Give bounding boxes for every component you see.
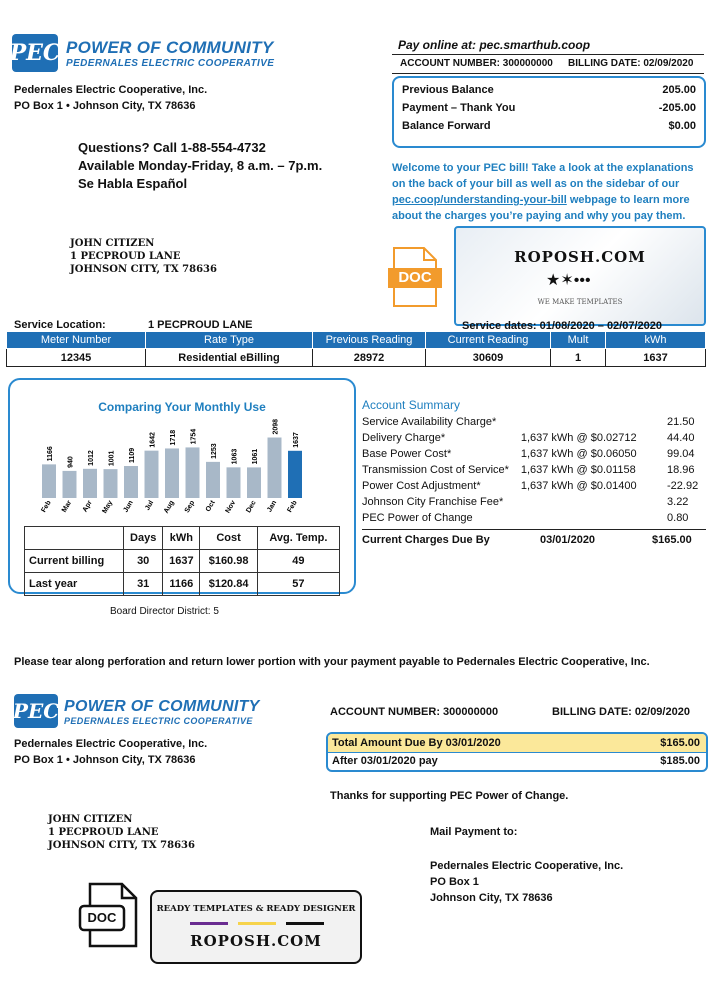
summary-amount: 18.96	[667, 464, 695, 476]
chart-category-label: Oct	[204, 499, 217, 514]
usage-cell: 31	[124, 573, 163, 596]
previous-balance-label: Previous Balance	[402, 84, 494, 96]
meter-cell: 1	[551, 349, 606, 367]
summary-detail: 1,637 kWh @ $0.01400	[520, 480, 637, 492]
stub-customer-city: JOHNSON CITY, TX 78636	[48, 840, 195, 851]
promo-line2: ROPOSH.COM	[190, 932, 322, 950]
company-address: PO Box 1 • Johnson City, TX 78636	[14, 100, 196, 112]
promo-bar-black	[286, 922, 324, 925]
contact-spanish: Se Habla Español	[78, 176, 188, 191]
watermark-sub: WE MAKE TEMPLATES	[537, 298, 623, 306]
usage-cell: 1637	[163, 550, 200, 573]
watermark-stars-icon: ★✶•••	[546, 272, 591, 289]
service-dates: Service dates: 01/08/2020 – 02/07/2020	[462, 320, 662, 332]
usage-cell: 49	[257, 550, 339, 573]
chart-value-label: 1109	[129, 447, 136, 464]
summary-title: Account Summary	[362, 398, 461, 412]
chart-category-label: Aug	[162, 499, 176, 515]
promo-bar-purple	[190, 922, 228, 925]
chart-bar	[268, 437, 282, 498]
meter-header: Rate Type	[146, 332, 313, 349]
brand-name: POWER OF COMMUNITY	[66, 38, 274, 57]
chart-bar	[63, 471, 77, 498]
promo-line1: READY TEMPLATES & READY DESIGNER	[156, 904, 356, 914]
meter-table-wrap	[6, 331, 706, 367]
chart-value-label: 1253	[211, 443, 218, 459]
chart-bar	[165, 448, 179, 498]
chart-value-label: 1718	[170, 429, 177, 446]
welcome-link[interactable]: pec.coop/understanding-your-bill	[392, 194, 567, 206]
chart-value-label: 1642	[149, 432, 157, 448]
stub-logo	[14, 694, 58, 728]
promo-box	[150, 890, 362, 964]
usage-chart	[10, 414, 354, 524]
meter-table	[6, 331, 706, 367]
meter-cell: 1637	[606, 349, 706, 367]
total-row	[328, 734, 706, 753]
chart-bar	[42, 464, 56, 498]
billing-date: BILLING DATE: 02/09/2020	[568, 58, 694, 69]
summary-amount: 99.04	[667, 448, 695, 460]
meter-header: Previous Reading	[313, 332, 426, 349]
usage-header	[25, 527, 124, 550]
usage-table	[24, 526, 340, 596]
chart-bar	[206, 462, 220, 498]
usage-cell: $160.98	[200, 550, 258, 573]
stub-logo-text: PEC	[12, 699, 60, 723]
chart-category-label: Apr	[81, 499, 94, 514]
chart-category-label: Sep	[183, 499, 197, 515]
chart-title: Comparing Your Monthly Use	[98, 400, 266, 414]
stub-billing-date: BILLING DATE: 02/09/2020	[552, 706, 690, 718]
chart-bar	[247, 467, 261, 498]
chart-category-label: May	[101, 499, 115, 515]
payment-label: Payment – Thank You	[402, 102, 516, 114]
summary-label: Service Availability Charge*	[362, 416, 497, 428]
summary-row	[362, 494, 706, 510]
meter-header: kWh	[606, 332, 706, 349]
summary-label: Base Power Cost*	[362, 448, 452, 460]
meter-header: Meter Number	[7, 332, 146, 349]
usage-header: Cost	[200, 527, 258, 550]
contact-hours: Available Monday-Friday, 8 a.m. – 7p.m.	[78, 158, 323, 173]
chart-bar	[124, 466, 138, 498]
chart-value-label: 2098	[272, 418, 280, 435]
stub-customer-name: JOHN CITIZEN	[48, 814, 133, 825]
chart-value-label: 1012	[88, 450, 95, 466]
welcome-text	[392, 160, 702, 224]
mail-city: Johnson City, TX 78636	[430, 892, 553, 904]
chart-category-label: Feb	[286, 499, 299, 514]
service-location-label: Service Location:	[14, 319, 106, 331]
usage-row	[25, 573, 340, 596]
summary-detail: 1,637 kWh @ $0.01158	[520, 464, 636, 476]
chart-bar	[83, 469, 97, 498]
chart-category-label: Dec	[245, 499, 258, 515]
logo-text: PEC	[9, 40, 61, 66]
summary-items	[362, 414, 706, 526]
meter-header-row	[7, 332, 706, 349]
meter-cell: 28972	[313, 349, 426, 367]
summary-label: PEC Power of Change	[362, 512, 473, 524]
summary-row	[362, 510, 706, 526]
meter-cell: 30609	[426, 349, 551, 367]
balance-forward-label: Balance Forward	[402, 120, 491, 132]
summary-row	[362, 430, 706, 446]
stub-amount-box	[326, 732, 708, 772]
usage-cell: 30	[124, 550, 163, 573]
stub-customer-street: 1 PECPROUD LANE	[48, 827, 159, 838]
usage-cell: Last year	[25, 573, 124, 596]
thanks-text: Thanks for supporting PEC Power of Change.	[330, 790, 569, 802]
total-value: $165.00	[660, 737, 700, 749]
account-number: ACCOUNT NUMBER: 300000000	[400, 58, 553, 69]
chart-value-label: 1166	[47, 446, 54, 462]
stub-company-address: PO Box 1 • Johnson City, TX 78636	[14, 754, 196, 766]
summary-row	[362, 478, 706, 494]
board-district: Board Director District: 5	[110, 606, 219, 617]
usage-cell: Current billing	[25, 550, 124, 573]
summary-row	[362, 446, 706, 462]
chart-bar	[186, 447, 200, 498]
mail-name: Pedernales Electric Cooperative, Inc.	[430, 860, 624, 872]
usage-cell: 1166	[163, 573, 200, 596]
chart-category-label: Jun	[122, 499, 135, 514]
customer-city: JOHNSON CITY, TX 78636	[70, 264, 217, 275]
pec-logo	[9, 34, 61, 72]
usage-header-row	[25, 527, 340, 550]
summary-due-row	[362, 529, 706, 546]
doc-outline-icon	[78, 882, 144, 950]
chart-category-label: Mar	[60, 499, 74, 514]
meter-cell: 12345	[7, 349, 146, 367]
contact-phone: Questions? Call 1-88-554-4732	[78, 140, 266, 155]
summary-amount: 21.50	[667, 416, 695, 428]
due-label: Current Charges Due By	[362, 534, 490, 546]
due-amount: $165.00	[652, 534, 692, 546]
previous-balance-value: 205.00	[662, 84, 696, 96]
company-name: Pedernales Electric Cooperative, Inc.	[14, 84, 208, 96]
chart-value-label: 1001	[108, 450, 116, 467]
usage-cell: $120.84	[200, 573, 258, 596]
meter-cell: Residential eBilling	[146, 349, 313, 367]
stub-brand-name: POWER OF COMMUNITY	[64, 698, 260, 715]
summary-row	[362, 414, 706, 430]
stub-brand-tagline: PEDERNALES ELECTRIC COOPERATIVE	[64, 716, 253, 726]
due-date: 03/01/2020	[540, 534, 596, 546]
customer-name: JOHN CITIZEN	[70, 238, 155, 249]
after-label: After 03/01/2020 pay	[332, 755, 438, 767]
mail-box: PO Box 1	[430, 876, 479, 888]
chart-category-label: Jan	[266, 499, 279, 514]
welcome-post: webpage to learn more about the charges you’re paying and why you pay them.	[392, 194, 690, 222]
brand-tagline: PEDERNALES ELECTRIC COOPERATIVE	[66, 58, 275, 69]
summary-label: Power Cost Adjustment*	[362, 480, 481, 492]
payment-value: -205.00	[658, 102, 696, 114]
chart-value-label: 1637	[293, 432, 300, 448]
account-line	[392, 54, 704, 74]
after-row	[328, 753, 706, 770]
chart-bar	[288, 451, 302, 498]
doc-file-icon	[390, 246, 440, 308]
account-summary	[362, 398, 706, 546]
balance-forward-value: $0.00	[668, 120, 696, 132]
summary-label: Delivery Charge*	[362, 432, 446, 444]
stub-account-number: ACCOUNT NUMBER: 300000000	[330, 706, 499, 718]
stub-company-name: Pedernales Electric Cooperative, Inc.	[14, 738, 208, 750]
usage-header: Days	[124, 527, 163, 550]
summary-detail: 1,637 kWh @ $0.02712	[520, 432, 637, 444]
chart-category-label: Feb	[40, 499, 53, 514]
summary-amount: 3.22	[667, 496, 689, 508]
usage-box	[8, 378, 356, 594]
chart-bar	[227, 467, 241, 498]
usage-cell: 57	[257, 573, 339, 596]
chart-bar	[104, 469, 118, 498]
customer-street: 1 PECPROUD LANE	[70, 251, 181, 262]
summary-amount: 44.40	[667, 432, 695, 444]
summary-label: Transmission Cost of Service*	[362, 464, 509, 476]
mail-label: Mail Payment to:	[430, 826, 518, 838]
watermark-box	[454, 226, 706, 326]
usage-header: Avg. Temp.	[257, 527, 339, 550]
doc-outline-label: DOC	[87, 910, 117, 925]
chart-value-label: 1754	[190, 428, 198, 445]
service-location: 1 PECPROUD LANE	[148, 319, 253, 331]
chart-value-label: 940	[67, 456, 75, 468]
summary-amount: -22.92	[667, 480, 699, 492]
summary-row	[362, 462, 706, 478]
meter-header: Current Reading	[426, 332, 551, 349]
after-value: $185.00	[660, 755, 700, 767]
usage-header: kWh	[163, 527, 200, 550]
chart-value-label: 1063	[231, 448, 239, 465]
meter-header: Mult	[551, 332, 606, 349]
summary-amount: 0.80	[667, 512, 689, 524]
summary-detail: 1,637 kWh @ $0.06050	[520, 448, 637, 460]
pay-online[interactable]: Pay online at: pec.smarthub.coop	[398, 38, 591, 52]
usage-row	[25, 550, 340, 573]
chart-category-label: Nov	[224, 499, 238, 515]
promo-bar-yellow	[238, 922, 276, 925]
total-label: Total Amount Due By 03/01/2020	[332, 737, 501, 749]
meter-row	[7, 349, 706, 367]
tear-instructions: Please tear along perforation and return lower portion with your payment payable to Pedernales Electric Cooperative, Inc.	[14, 656, 650, 668]
welcome-pre: Welcome to your PEC bill! Take a look at the explanations on the back of your bill as well as on the sidebar of our	[392, 162, 694, 190]
chart-bar	[145, 451, 159, 498]
watermark-title: ROPOSH.COM	[514, 248, 646, 266]
doc-label: DOC	[388, 268, 442, 288]
chart-category-label: Jul	[144, 499, 156, 512]
balance-box	[392, 76, 706, 148]
summary-label: Johnson City Franchise Fee*	[362, 496, 504, 508]
chart-value-label: 1061	[252, 448, 259, 465]
